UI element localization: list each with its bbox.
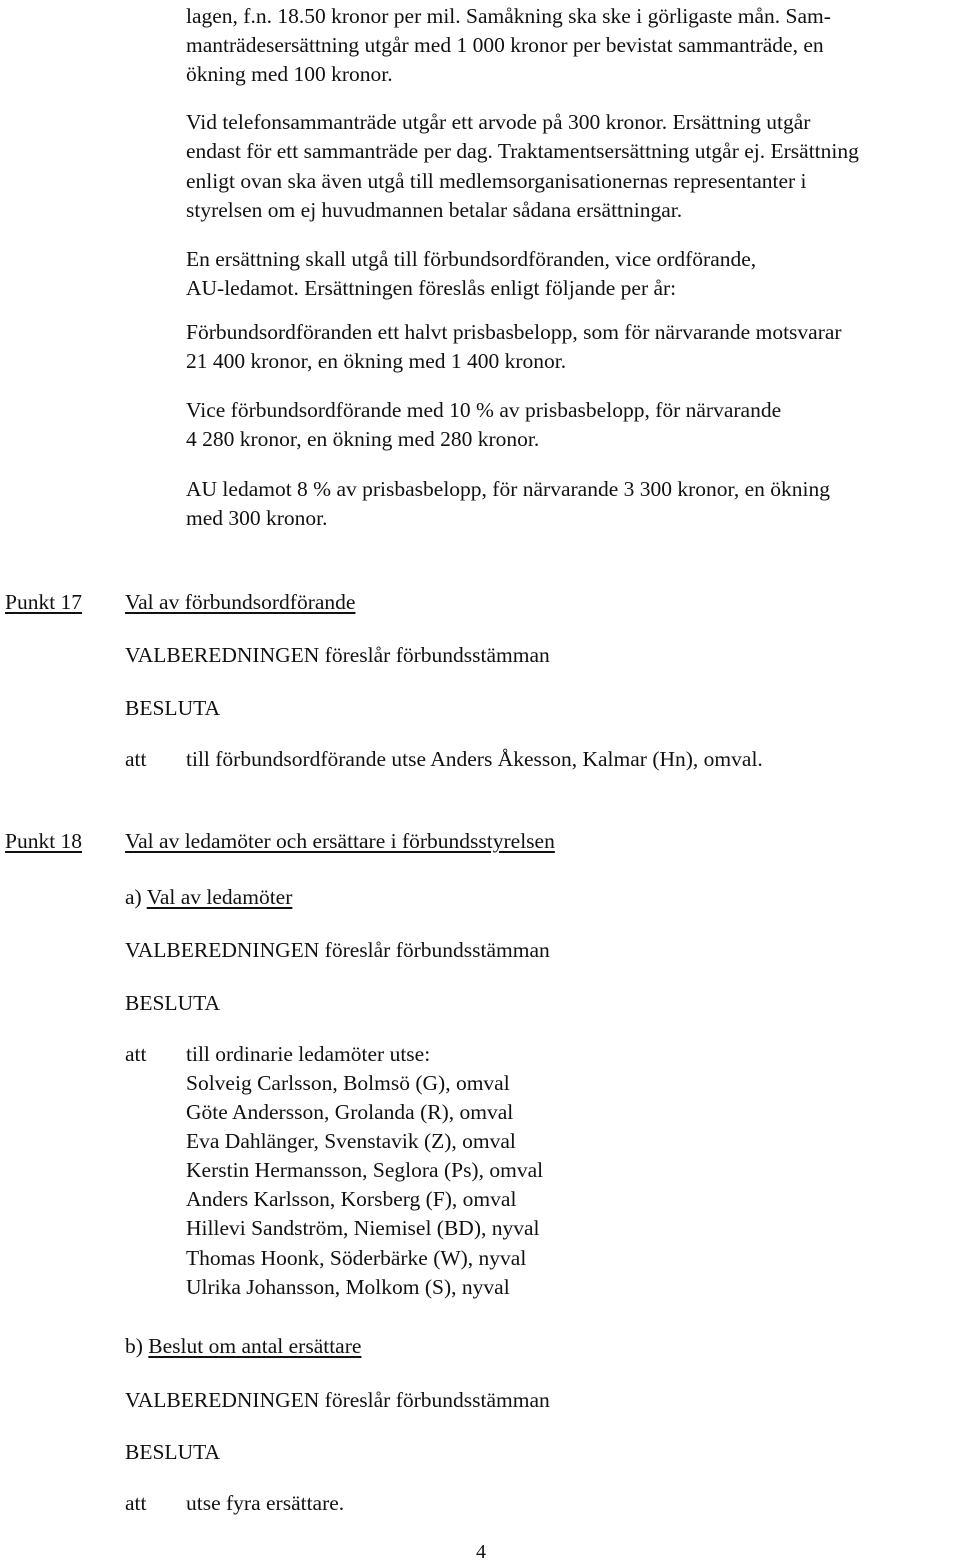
- subsection-title: Val av ledamöter: [146, 885, 293, 909]
- member-list-item: Kerstin Hermansson, Seglora (Ps), omval: [186, 1158, 544, 1182]
- member-list-item: Eva Dahlänger, Svenstavik (Z), omval: [186, 1129, 516, 1153]
- punkt-18-b-proposer: [125, 1386, 550, 1415]
- punkt-18-a-att: att: [125, 1042, 147, 1066]
- punkt-17-besluta: BESLUTA: [125, 696, 221, 720]
- punkt-17-label: Punkt 17: [5, 590, 83, 614]
- intro-line: Förbundsordföranden ett halvt prisbasbelopp, som för närvarande motsvarar: [186, 320, 842, 344]
- punkt-18-b-att: att: [125, 1491, 147, 1515]
- punkt-18-a-decision: till ordinarie ledamöter utse:: [186, 1042, 431, 1066]
- member-list-item: Ulrika Johansson, Molkom (S), nyval: [186, 1275, 510, 1299]
- proposer-text: föreslår förbundsstämman: [319, 643, 550, 667]
- proposer-text: föreslår förbundsstämman: [319, 938, 550, 962]
- punkt-18-title: Val av ledamöter och ersättare i förbundsstyrelsen: [125, 829, 555, 853]
- intro-line: Vice förbundsordförande med 10 % av prisbasbelopp, för närvarande: [186, 398, 782, 422]
- subsection-title: Beslut om antal ersättare: [148, 1334, 362, 1358]
- punkt-18-b-heading: [125, 1332, 361, 1361]
- member-list-item: Göte Andersson, Grolanda (R), omval: [186, 1100, 514, 1124]
- intro-line: manträdesersättning utgår med 1 000 kronor per bevistat sammanträde, en: [186, 33, 824, 57]
- punkt-18-a-besluta: BESLUTA: [125, 991, 221, 1015]
- member-list-item: Thomas Hoonk, Söderbärke (W), nyval: [186, 1246, 527, 1270]
- proposer-name: VALBEREDNINGEN: [125, 643, 320, 667]
- subsection-prefix: a): [125, 885, 147, 909]
- intro-line: En ersättning skall utgå till förbundsordföranden, vice ordförande,: [186, 247, 757, 271]
- intro-line: med 300 kronor.: [186, 506, 328, 530]
- intro-line: AU-ledamot. Ersättningen föreslås enligt följande per år:: [186, 276, 677, 300]
- proposer-text: föreslår förbundsstämman: [319, 1388, 550, 1412]
- intro-line: Vid telefonsammanträde utgår ett arvode på 300 kronor. Ersättning utgår: [186, 110, 811, 134]
- punkt-18-label: Punkt 18: [5, 829, 83, 853]
- punkt-17-att: att: [125, 747, 147, 771]
- member-list-item: Hillevi Sandström, Niemisel (BD), nyval: [186, 1216, 540, 1240]
- punkt-17-decision: till förbundsordförande utse Anders Åkesson, Kalmar (Hn), omval.: [186, 747, 763, 771]
- intro-line: 4 280 kronor, en ökning med 280 kronor.: [186, 427, 540, 451]
- subsection-prefix: b): [125, 1334, 149, 1358]
- intro-line: ökning med 100 kronor.: [186, 62, 393, 86]
- intro-line: styrelsen om ej huvudmannen betalar sådana ersättningar.: [186, 198, 683, 222]
- punkt-17-title: Val av förbundsordförande: [125, 590, 356, 614]
- proposer-name: VALBEREDNINGEN: [125, 938, 320, 962]
- intro-line: 21 400 kronor, en ökning med 1 400 kronor.: [186, 349, 567, 373]
- intro-line: AU ledamot 8 % av prisbasbelopp, för närvarande 3 300 kronor, en ökning: [186, 477, 830, 501]
- punkt-18-b-decision: utse fyra ersättare.: [186, 1491, 345, 1515]
- intro-line: lagen, f.n. 18.50 kronor per mil. Samåkning ska ske i görligaste mån. Sam-: [186, 4, 831, 28]
- punkt-18-a-heading: [125, 883, 292, 912]
- member-list-item: Solveig Carlsson, Bolmsö (G), omval: [186, 1071, 510, 1095]
- intro-line: endast för ett sammanträde per dag. Traktamentsersättning utgår ej. Ersättning: [186, 139, 859, 163]
- proposer-name: VALBEREDNINGEN: [125, 1388, 320, 1412]
- page-number: 4: [476, 1541, 486, 1563]
- punkt-18-b-besluta: BESLUTA: [125, 1440, 221, 1464]
- punkt-18-a-proposer: [125, 936, 550, 965]
- intro-line: enligt ovan ska även utgå till medlemsorganisationernas representanter i: [186, 169, 807, 193]
- member-list-item: Anders Karlsson, Korsberg (F), omval: [186, 1187, 517, 1211]
- punkt-17-proposer: [125, 641, 550, 670]
